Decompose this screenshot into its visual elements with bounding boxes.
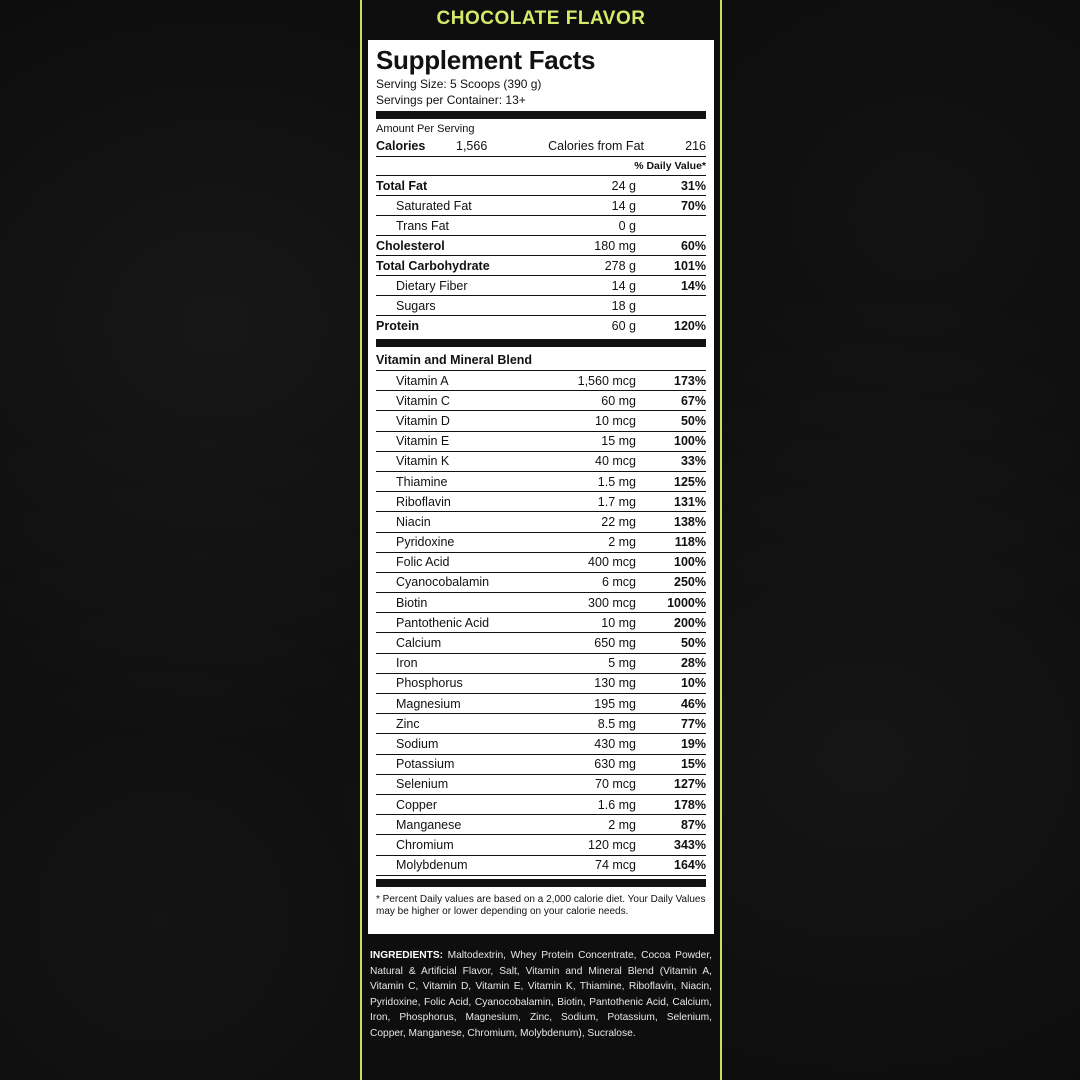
vitamin-dv: 10% [680,676,706,691]
vitamin-row [376,835,706,855]
vitamin-amount: 5 mg [608,656,636,671]
nutrient-row: Trans Fat 0 g [376,216,706,236]
vitamin-dv: 19% [680,736,706,751]
vitamin-amount: 70 mcg [595,777,636,792]
vitamin-name: Thiamine [396,474,448,489]
vitamin-row [376,432,706,452]
divider [376,111,706,119]
vitamin-dv: 138% [674,514,706,529]
vitamin-row [376,492,706,512]
vitamin-name: Potassium [396,757,455,772]
vitamin-row [376,573,706,593]
vitamin-amount: 8.5 mg [597,716,636,731]
vitamin-row [376,633,706,653]
vitamin-amount: 6 mcg [601,575,636,590]
servings-per-container: Servings per Container: 13+ [376,93,526,107]
vitamin-row [376,714,706,734]
nutrient-row: Sugars 18 g [376,296,706,316]
vitamin-name: Vitamin C [396,393,450,408]
vitamin-name: Sodium [396,736,439,751]
vitamin-amount: 15 mg [601,434,636,449]
calories-label: Calories [376,139,426,153]
vitamin-dv: 200% [674,615,706,630]
label-title: Supplement Facts [376,45,596,75]
divider [376,339,706,347]
vitamin-dv: 164% [674,858,706,873]
vitamin-row [376,815,706,835]
vitamin-dv: 250% [674,575,706,590]
vitamin-name: Pyridoxine [396,535,455,550]
vitamin-name: Zinc [396,716,420,731]
vitamin-name: Copper [396,797,437,812]
vitamin-amount: 300 mcg [588,595,636,610]
vitamin-dv: 77% [680,716,706,731]
vitamin-dv: 28% [680,656,706,671]
vitamin-name: Iron [396,656,418,671]
blend-title: Vitamin and Mineral Blend [376,350,706,371]
ingredients [370,948,712,1041]
vitamin-dv: 46% [680,696,706,711]
vitamin-dv: 131% [674,494,706,509]
vitamin-dv: 50% [680,413,706,428]
vitamin-dv: 100% [674,555,706,570]
divider [376,879,706,887]
vitamin-amount: 60 mg [601,393,636,408]
vitamin-row [376,734,706,754]
vitamin-dv: 87% [680,817,706,832]
product-panel [360,0,722,1080]
vitamin-name: Riboflavin [396,494,451,509]
vitamin-name: Selenium [396,777,449,792]
vitamin-row [376,775,706,795]
vitamin-row [376,856,706,876]
calories-fat-value: 216 [685,139,706,153]
vitamin-row [376,391,706,411]
vitamin-row [376,411,706,431]
vitamin-dv: 178% [674,797,706,812]
nutrient-row: Dietary Fiber 14 g 14% [376,276,706,296]
vitamin-name: Cyanocobalamin [396,575,490,590]
calories-value: 1,566 [456,139,488,153]
vitamin-name: Magnesium [396,696,461,711]
vitamin-dv: 67% [680,393,706,408]
vitamin-amount: 2 mg [608,535,636,550]
vitamin-row [376,472,706,492]
vitamin-amount: 74 mcg [595,858,636,873]
vitamin-name: Biotin [396,595,428,610]
nutrient-row: Cholesterol 180 mg 60% [376,236,706,256]
vitamin-row [376,613,706,633]
vitamin-row [376,593,706,613]
vitamin-row [376,755,706,775]
vitamin-dv: 50% [680,636,706,651]
nutrient-row: Saturated Fat 14 g 70% [376,196,706,216]
vitamin-row [376,371,706,391]
vitamin-row [376,674,706,694]
vitamin-row [376,452,706,472]
vitamin-amount: 1.7 mg [597,494,636,509]
vitamin-name: Niacin [396,514,431,529]
vitamin-amount: 120 mcg [588,837,636,852]
vitamin-name: Manganese [396,817,462,832]
supplement-facts-label [368,40,714,934]
vitamin-amount: 1.6 mg [597,797,636,812]
vitamin-row [376,533,706,553]
vitamin-dv: 15% [680,757,706,772]
vitamin-list [376,371,706,876]
vitamin-row [376,654,706,674]
vitamin-row [376,512,706,532]
nutrient-row: Total Carbohydrate 278 g 101% [376,256,706,276]
vitamin-name: Phosphorus [396,676,463,691]
vitamin-amount: 22 mg [601,514,636,529]
vitamin-amount: 130 mg [594,676,636,691]
vitamin-name: Vitamin A [396,373,449,388]
vitamin-amount: 650 mg [594,636,636,651]
vitamin-dv: 343% [674,837,706,852]
vitamin-row [376,795,706,815]
vitamin-amount: 1,560 mcg [577,373,636,388]
vitamin-amount: 10 mcg [595,413,636,428]
flavor-title: CHOCOLATE FLAVOR [436,8,646,29]
vitamin-name: Folic Acid [396,555,450,570]
calories-row [376,136,706,157]
nutrient-row: Protein 60 g 120% [376,319,706,333]
vitamin-amount: 1.5 mg [597,474,636,489]
ingredients-label: INGREDIENTS: [370,950,444,961]
amount-per-serving: Amount Per Serving [376,123,475,135]
vitamin-dv: 127% [674,777,706,792]
vitamin-name: Chromium [396,837,454,852]
vitamin-dv: 100% [674,434,706,449]
vitamin-dv: 118% [674,535,706,550]
vitamin-dv: 173% [674,373,706,388]
vitamin-name: Molybdenum [396,858,468,873]
vitamin-name: Calcium [396,636,442,651]
vitamin-dv: 1000% [667,595,706,610]
vitamin-row [376,553,706,573]
vitamin-name: Vitamin D [396,413,450,428]
vitamin-name: Vitamin K [396,454,450,469]
vitamin-row [376,694,706,714]
daily-value-header: % Daily Value* [376,157,706,176]
vitamin-amount: 2 mg [608,817,636,832]
footnote: * Percent Daily values are based on a 2,000 calorie diet. Your Daily Values may be higher or lower depending on your calorie needs. [376,893,706,918]
calories-fat-label: Calories from Fat [548,139,644,153]
vitamin-amount: 630 mg [594,757,636,772]
vitamin-name: Vitamin E [396,434,450,449]
vitamin-amount: 40 mcg [595,454,636,469]
ingredients-text: Maltodextrin, Whey Protein Concentrate, Cocoa Powder, Natural & Artificial Flavor, Salt, Vitamin and Mineral Blend (Vitamin A, Vitamin C, Vitamin D, Vitamin E, Vitamin K, Thiamine, Riboflavin, Niacin, Pyridoxine, Folic Acid, Cyanocobalamin, Biotin, Pantothenic Acid, Calcium, Iron, Phosphorus, Magnesium, Zinc, Sodium, Potassium, Selenium, Copper, Manganese, Chromium, Molybdenum), Sucralose. [370,950,712,1039]
vitamin-amount: 195 mg [594,696,636,711]
nutrient-row: Total Fat 24 g 31% [376,176,706,196]
vitamin-amount: 430 mg [594,736,636,751]
vitamin-name: Pantothenic Acid [396,615,490,630]
serving-size: Serving Size: 5 Scoops (390 g) [376,77,542,91]
vitamin-dv: 33% [680,454,706,469]
vitamin-dv: 125% [674,474,706,489]
vitamin-amount: 10 mg [601,615,636,630]
vitamin-amount: 400 mcg [588,555,636,570]
